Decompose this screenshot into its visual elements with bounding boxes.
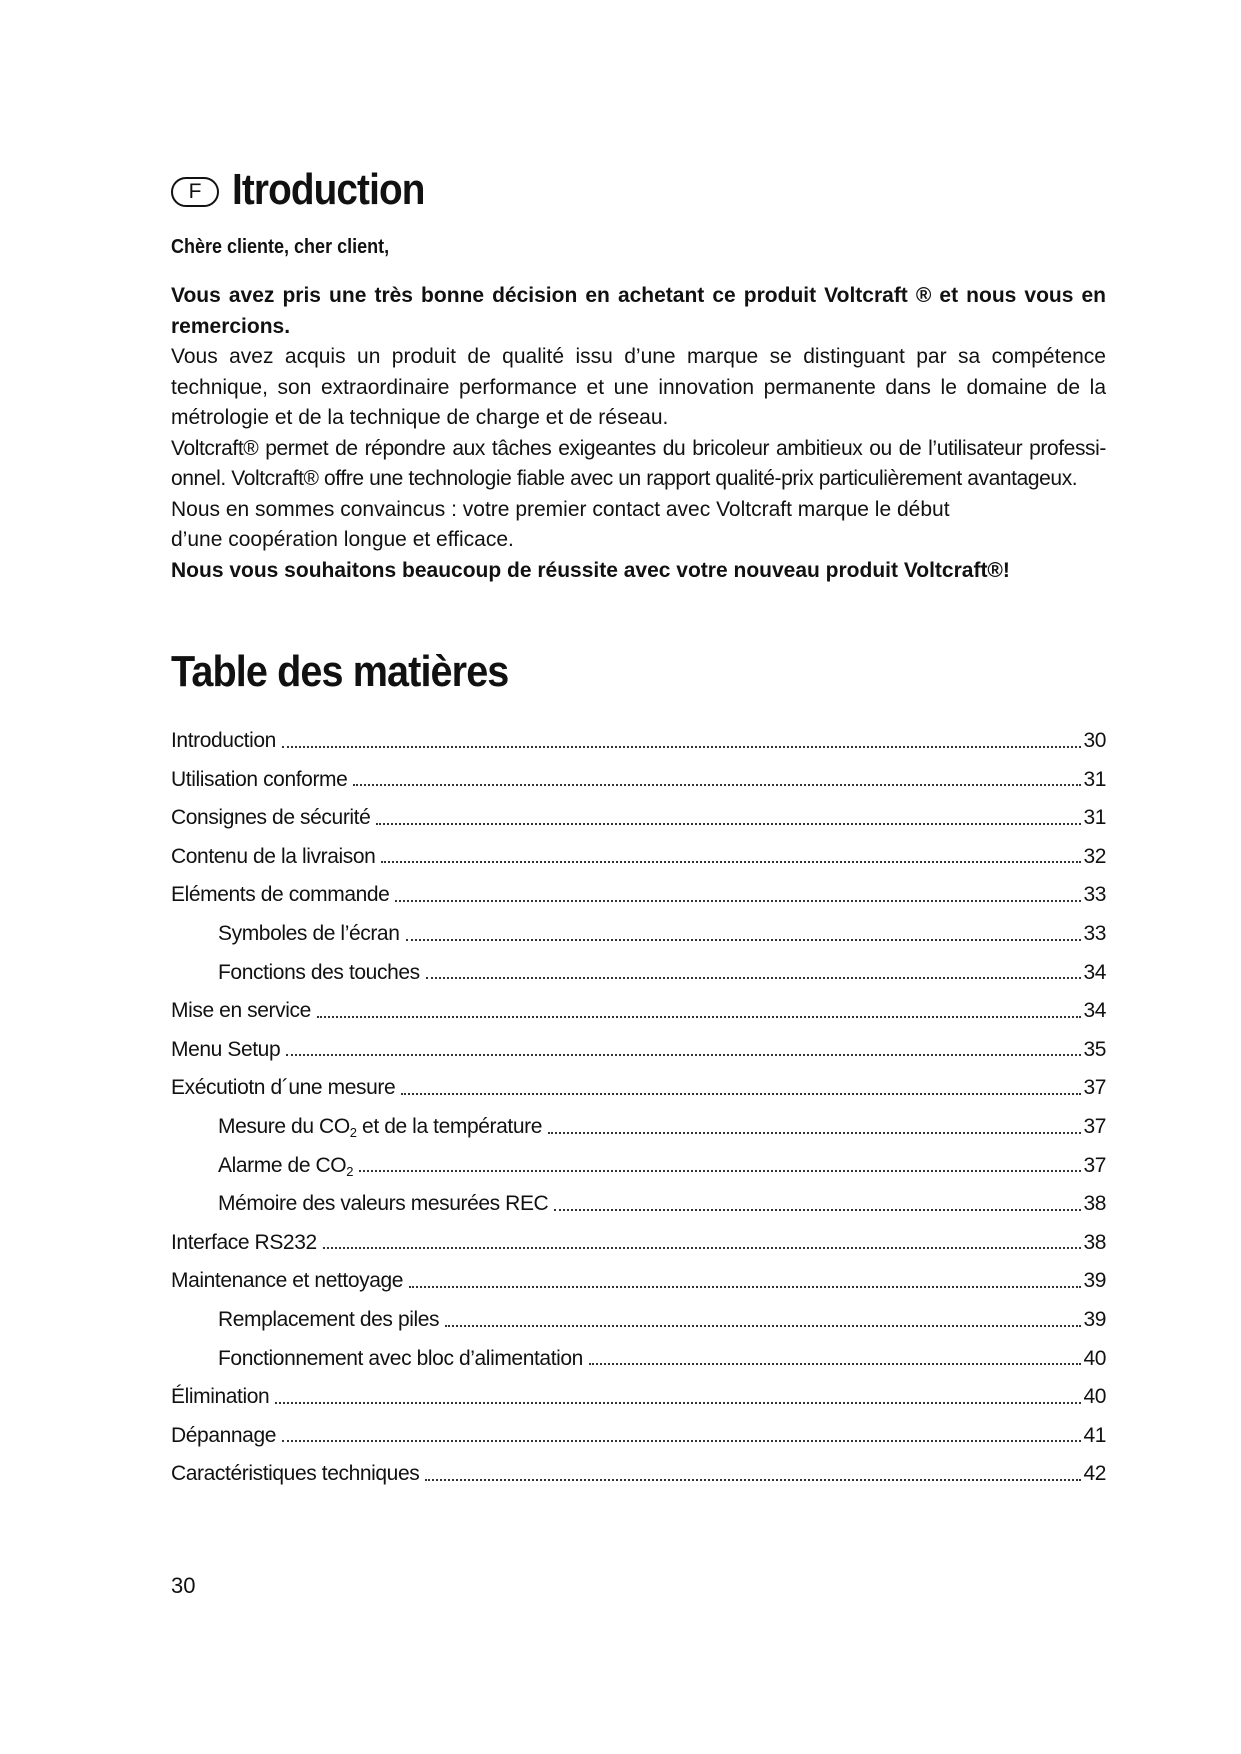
toc-leader-dots	[286, 1054, 1081, 1056]
toc-entry-label: Utilisation conforme	[171, 767, 348, 791]
toc-entry[interactable]	[171, 876, 1106, 915]
toc-entry-page: 40	[1083, 1385, 1106, 1409]
toc-entry-label: Menu Setup	[171, 1037, 281, 1061]
toc-entry-label: Élimination	[171, 1385, 270, 1409]
toc-entry-label: Eléments de commande	[171, 883, 390, 907]
toc-entry-page: 39	[1083, 1269, 1106, 1293]
toc-entry-page: 40	[1083, 1346, 1106, 1370]
toc-entry[interactable]	[171, 1262, 1106, 1301]
toc-leader-dots	[426, 977, 1082, 979]
salutation: Chère cliente, cher client,	[171, 236, 390, 258]
toc-entry-page: 37	[1083, 1114, 1106, 1138]
toc-entry-page: 31	[1083, 806, 1106, 830]
intro-lead: Vous avez pris une très bonne décision en achetant ce produit Voltcraft ® et nous vous en remercions.	[171, 284, 1106, 338]
toc-entry[interactable]	[171, 1069, 1106, 1108]
toc-entry-page: 32	[1083, 844, 1106, 868]
intro-paragraph-2: Voltcraft® permet de répondre aux tâches exigeantes du bricoleur ambitieux ou de l’utilisateur professi-onnel. Voltcraft® offre une technologie fiable avec un rapport qualité-prix particulièrement avantageux.	[171, 436, 1106, 490]
toc-leader-dots	[275, 1402, 1081, 1404]
subscript: 2	[349, 1124, 357, 1140]
section-header	[171, 160, 1106, 220]
toc-subentry[interactable]	[171, 915, 1106, 954]
toc-entry-label: Interface RS232	[171, 1230, 317, 1254]
toc-subentry[interactable]	[171, 954, 1106, 993]
toc-entry[interactable]	[171, 1378, 1106, 1417]
toc-entry[interactable]	[171, 1224, 1106, 1263]
toc-leader-dots	[376, 823, 1081, 825]
toc-leader-dots	[317, 1016, 1082, 1018]
toc-entry-label: Fonctionnement avec bloc d’alimentation	[218, 1346, 583, 1370]
toc-entry-label: Exécutiotn d´une mesure	[171, 1076, 396, 1100]
toc-entry-page: 34	[1083, 999, 1106, 1023]
toc-entry-label: Symboles de l’écran	[218, 921, 400, 945]
toc-entry-label: Dépannage	[171, 1423, 276, 1447]
toc-leader-dots	[406, 939, 1082, 941]
toc-entry-label: Mise en service	[171, 999, 311, 1023]
label-part: Alarme de CO	[218, 1153, 347, 1177]
toc-subentry[interactable]	[171, 1147, 1106, 1186]
intro-paragraph-3-line-2: d’une coopération longue et efficace.	[171, 528, 514, 551]
toc-entry[interactable]	[171, 838, 1106, 877]
label-part: Mesure du CO	[218, 1114, 350, 1138]
toc-leader-dots	[401, 1093, 1081, 1095]
toc-entry-page: 31	[1083, 767, 1106, 791]
intro-text	[171, 281, 1106, 586]
toc-leader-dots	[282, 746, 1082, 748]
label-part: et de la température	[356, 1114, 542, 1138]
toc-leader-dots	[548, 1132, 1081, 1134]
page-number: 30	[171, 1573, 196, 1598]
toc-entry-page: 34	[1083, 960, 1106, 984]
toc-leader-dots	[381, 861, 1081, 863]
intro-paragraph-3-line-1: Nous en sommes convaincus : votre premier contact avec Voltcraft marque le début	[171, 497, 950, 521]
subscript: 2	[346, 1163, 354, 1179]
toc-leader-dots	[409, 1286, 1081, 1288]
toc-entry[interactable]	[171, 1031, 1106, 1070]
table-of-contents	[171, 722, 1106, 1494]
toc-entry[interactable]	[171, 1417, 1106, 1456]
toc-entry-label: Remplacement des piles	[218, 1307, 440, 1331]
toc-leader-dots	[353, 784, 1081, 786]
toc-entry-page: 33	[1083, 921, 1106, 945]
manual-page	[171, 160, 1106, 1494]
toc-entry-page: 42	[1083, 1462, 1106, 1486]
toc-entry-page: 33	[1083, 883, 1106, 907]
toc-entry-page: 38	[1083, 1230, 1106, 1254]
toc-entry-label: Mémoire des valeurs mesurées REC	[218, 1192, 549, 1216]
toc-entry[interactable]	[171, 799, 1106, 838]
toc-leader-dots	[425, 1479, 1081, 1481]
toc-title: Table des matières	[171, 647, 509, 696]
toc-leader-dots	[282, 1440, 1081, 1442]
toc-entry-label: Contenu de la livraison	[171, 844, 376, 868]
toc-entry-label: Fonctions des touches	[218, 960, 420, 984]
intro-closing: Nous vous souhaitons beaucoup de réussite avec votre nouveau produit Voltcraft®!	[171, 558, 1010, 582]
toc-entry-page: 38	[1083, 1192, 1106, 1216]
toc-entry[interactable]	[171, 992, 1106, 1031]
toc-entry-label: Maintenance et nettoyage	[171, 1269, 404, 1293]
toc-entry[interactable]	[171, 1455, 1106, 1494]
toc-entry-label: Consignes de sécurité	[171, 806, 371, 830]
toc-leader-dots	[589, 1363, 1081, 1365]
page-title: Itroduction	[232, 165, 425, 214]
toc-leader-dots	[359, 1170, 1081, 1172]
toc-entry-label	[218, 1108, 548, 1147]
toc-leader-dots	[395, 900, 1081, 902]
toc-leader-dots	[323, 1247, 1082, 1249]
toc-leader-dots	[445, 1325, 1081, 1327]
toc-entry-page: 37	[1083, 1076, 1106, 1100]
toc-entry-label	[218, 1147, 359, 1186]
toc-subentry[interactable]	[171, 1340, 1106, 1379]
toc-entry-page: 41	[1083, 1423, 1106, 1447]
toc-leader-dots	[554, 1209, 1081, 1211]
toc-entry[interactable]	[171, 761, 1106, 800]
toc-entry[interactable]	[171, 722, 1106, 761]
toc-entry-page: 35	[1083, 1037, 1106, 1061]
toc-entry-label: Introduction	[171, 729, 276, 752]
toc-entry-label: Caractéristiques techniques	[171, 1462, 420, 1486]
toc-entry-page: 37	[1083, 1153, 1106, 1177]
toc-subentry[interactable]	[171, 1108, 1106, 1147]
intro-paragraph-1: Vous avez acquis un produit de qualité issu d’une marque se distinguant par sa compétence technique, son extraordinaire performance et une innovation permanente dans le domaine de la métrologie et de la technique de charge et de réseau.	[171, 345, 1106, 429]
toc-subentry[interactable]	[171, 1301, 1106, 1340]
toc-entry-page: 39	[1083, 1307, 1106, 1331]
toc-subentry[interactable]	[171, 1185, 1106, 1224]
toc-entry-page: 30	[1083, 729, 1106, 752]
language-badge: F	[171, 177, 219, 207]
